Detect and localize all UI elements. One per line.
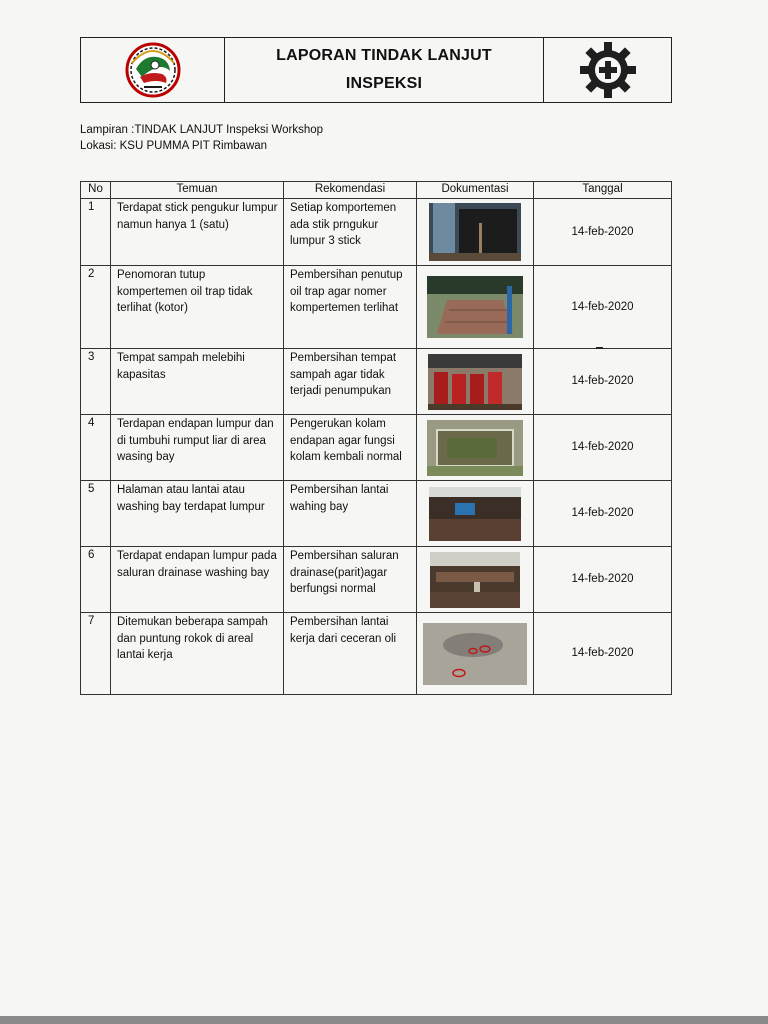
row-dokumentasi — [417, 481, 534, 547]
row-temuan: Terdapan endapan lumpur dan di tumbuhi rumput liar di area wasing bay — [111, 415, 284, 481]
photo-work-floor — [423, 623, 527, 685]
lokasi-text: Lokasi: KSU PUMMA PIT Rimbawan — [80, 140, 268, 152]
company-logo-cell — [81, 38, 225, 102]
row-tanggal: 14-feb-2020 — [534, 613, 672, 695]
header-tanggal: Tanggal — [534, 182, 672, 199]
row-temuan: Terdapat endapan lumpur pada saluran drainase washing bay — [111, 547, 284, 613]
row-dokumentasi — [417, 547, 534, 613]
row-no: 3 — [81, 349, 111, 415]
row-temuan: Penomoran tutup kompertemen oil trap tidak terlihat (kotor) — [111, 266, 284, 349]
row-no: 2 — [81, 266, 111, 349]
photo-settling-pond — [427, 420, 523, 476]
table-row — [81, 266, 672, 349]
row-dokumentasi — [417, 415, 534, 481]
row-dokumentasi — [417, 266, 534, 349]
row-tanggal: 14-feb-2020 — [534, 199, 672, 266]
photo-oil-trap-stick — [429, 203, 521, 261]
table-row — [81, 349, 672, 415]
row-dokumentasi — [417, 613, 534, 695]
row-rekomendasi: Pembersihan saluran drainase(parit)agar berfungsi normal — [284, 547, 417, 613]
table-row — [81, 415, 672, 481]
report-meta — [80, 122, 323, 154]
header-temuan: Temuan — [111, 182, 284, 199]
row-no: 5 — [81, 481, 111, 547]
row-rekomendasi: Pembersihan tempat sampah agar tidak terjadi penumpukan — [284, 349, 417, 415]
header-dokumentasi: Dokumentasi — [417, 182, 534, 199]
row-temuan: Terdapat stick pengukur lumpur namun hanya 1 (satu) — [111, 199, 284, 266]
header-no: No — [81, 182, 111, 199]
row-temuan: Tempat sampah melebihi kapasitas — [111, 349, 284, 415]
company-logo — [124, 41, 182, 99]
row-no: 6 — [81, 547, 111, 613]
report-header — [80, 37, 672, 103]
report-title-line1: LAPORAN TINDAK LANJUT — [276, 47, 492, 64]
row-tanggal: 14-feb-2020 — [534, 415, 672, 481]
row-temuan: Halaman atau lantai atau washing bay terdapat lumpur — [111, 481, 284, 547]
row-rekomendasi: Pembersihan lantai kerja dari ceceran oli — [284, 613, 417, 695]
row-rekomendasi: Pembersihan penutup oil trap agar nomer kompertemen terlihat — [284, 266, 417, 349]
lampiran-text: Lampiran :TINDAK LANJUT Inspeksi Workshop — [80, 124, 324, 136]
table-row — [81, 547, 672, 613]
row-rekomendasi: Pengerukan kolam endapan agar fungsi kolam kembali normal — [284, 415, 417, 481]
row-dokumentasi — [417, 349, 534, 415]
photo-washing-bay-floor — [429, 487, 521, 541]
row-tanggal: 14-feb-2020 — [534, 547, 672, 613]
row-tanggal: 14-feb-2020 — [534, 349, 672, 415]
report-title-line2: INSPEKSI — [345, 75, 423, 92]
table-row — [81, 613, 672, 695]
row-tanggal: 14-feb-2020 — [534, 266, 672, 349]
photo-drainage — [430, 552, 520, 608]
header-rekomendasi: Rekomendasi — [284, 182, 417, 199]
row-tanggal: 14-feb-2020 — [534, 481, 672, 547]
row-temuan: Ditemukan beberapa sampah dan puntung rokok di areal lantai kerja — [111, 613, 284, 695]
stray-pen-mark — [596, 347, 603, 349]
row-rekomendasi: Setiap komportemen ada stik prngukur lumpur 3 stick — [284, 199, 417, 266]
safety-logo-cell — [544, 38, 671, 102]
title-cell — [225, 38, 544, 102]
table-row — [81, 481, 672, 547]
inspection-table — [80, 181, 672, 695]
safety-gear-icon — [578, 40, 638, 100]
photo-trash-bins — [428, 354, 522, 410]
table-row — [81, 199, 672, 266]
row-no: 7 — [81, 613, 111, 695]
table-header-row — [81, 182, 672, 199]
photo-oil-trap-cover — [427, 276, 523, 338]
row-no: 1 — [81, 199, 111, 266]
scan-bottom-edge — [0, 1016, 768, 1024]
row-rekomendasi: Pembersihan lantai wahing bay — [284, 481, 417, 547]
row-no: 4 — [81, 415, 111, 481]
row-dokumentasi — [417, 199, 534, 266]
